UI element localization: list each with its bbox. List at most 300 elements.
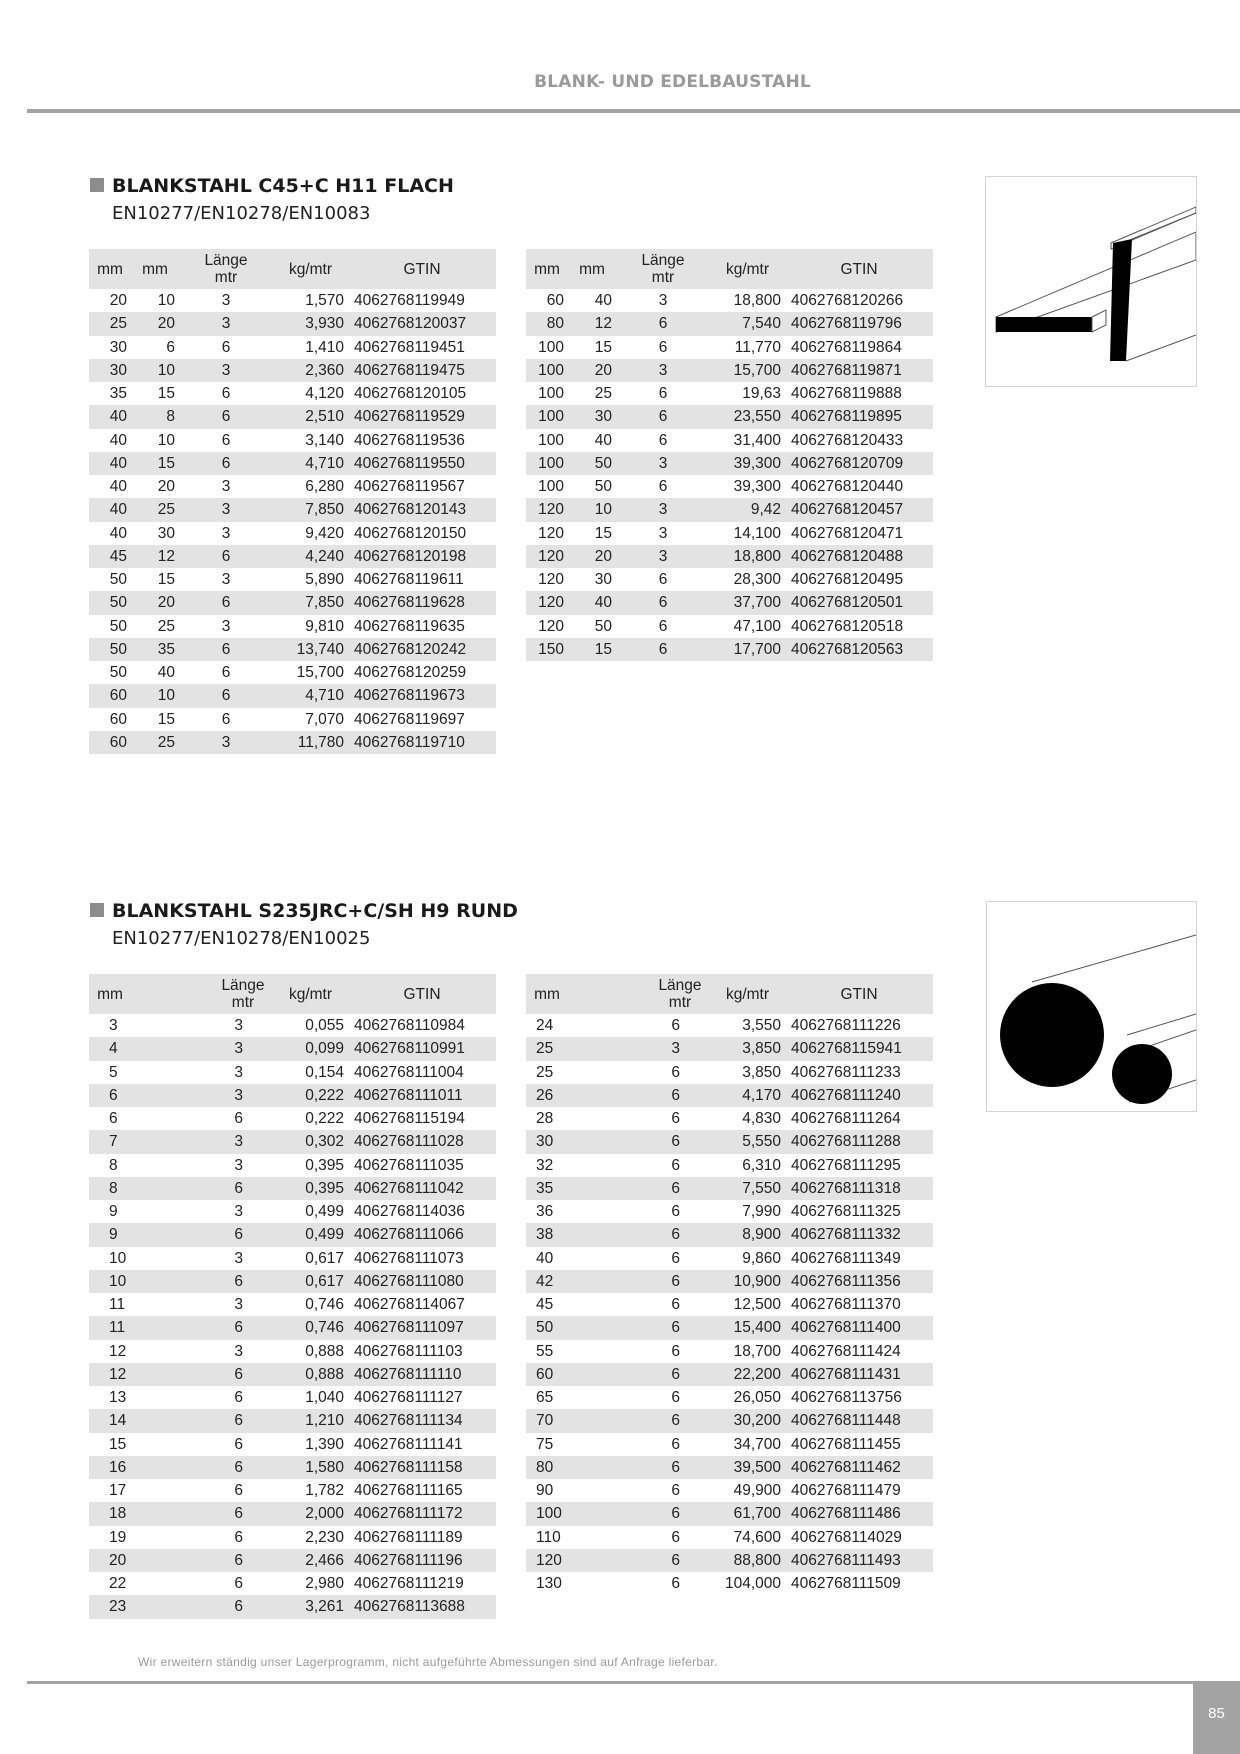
section-title-text: BLANKSTAHL S235JRC+C/SH H9 RUND — [112, 900, 518, 922]
cell-laenge: 6 — [131, 1456, 273, 1479]
cell-laenge: 6 — [221, 664, 231, 682]
cell-laenge: 3 — [616, 545, 710, 568]
cell-gtin: 4062768119864 — [791, 338, 902, 356]
cell-durchmesser: 8 — [109, 1156, 118, 1174]
cell-kg-mtr: 1,040 — [305, 1389, 344, 1407]
cell-durchmesser: 5 — [109, 1063, 118, 1081]
cell-laenge: 6 — [671, 1249, 680, 1267]
cell-durchmesser: 6 — [89, 1084, 131, 1107]
cell-laenge: 6 — [131, 1223, 273, 1246]
cell-breite: 40 — [109, 524, 127, 542]
table-row — [89, 1595, 496, 1618]
cell-breite: 40 — [89, 405, 131, 428]
cell-laenge: 3 — [234, 1063, 243, 1081]
cell-kg-mtr: 0,617 — [305, 1249, 344, 1267]
cell-kg-mtr: 0,746 — [273, 1316, 348, 1339]
cell-durchmesser: 65 — [536, 1389, 554, 1407]
cell-gtin: 4062768111486 — [785, 1502, 933, 1525]
cell-laenge: 3 — [658, 524, 668, 542]
cell-durchmesser: 26 — [526, 1084, 568, 1107]
cell-breite: 100 — [526, 452, 568, 475]
cell-kg-mtr: 34,700 — [733, 1435, 781, 1453]
cell-kg-mtr: 17,700 — [710, 638, 785, 661]
table-rund-left — [89, 974, 496, 1619]
cell-kg-mtr: 4,830 — [742, 1110, 781, 1128]
cell-gtin: 4062768111172 — [348, 1502, 496, 1525]
cell-laenge: 3 — [234, 1156, 243, 1174]
cell-kg-mtr: 1,210 — [273, 1409, 348, 1432]
table-row — [526, 545, 933, 568]
cell-dicke: 15 — [594, 338, 612, 356]
cell-kg-mtr: 0,888 — [305, 1342, 344, 1360]
table-row — [526, 1363, 933, 1386]
cell-kg-mtr: 18,800 — [733, 292, 781, 310]
cell-kg-mtr: 6,280 — [305, 478, 344, 496]
cell-dicke: 50 — [594, 478, 612, 496]
cell-kg-mtr: 0,099 — [273, 1037, 348, 1060]
cell-gtin: 4062768111424 — [791, 1342, 901, 1360]
cell-gtin: 4062768114036 — [354, 1203, 465, 1221]
cell-dicke: 50 — [594, 617, 612, 635]
cell-laenge: 3 — [568, 1037, 710, 1060]
cell-kg-mtr: 15,700 — [296, 664, 344, 682]
cell-durchmesser: 24 — [536, 1017, 554, 1035]
table-row — [89, 1084, 496, 1107]
cell-gtin: 4062768111226 — [791, 1017, 901, 1035]
table-row — [89, 1200, 496, 1223]
cell-gtin: 4062768119871 — [785, 359, 933, 382]
table-row — [89, 615, 496, 638]
cell-laenge: 3 — [221, 571, 231, 589]
cell-dicke: 40 — [157, 664, 175, 682]
table-row — [89, 1130, 496, 1153]
cell-laenge: 6 — [131, 1595, 273, 1618]
cell-kg-mtr: 9,420 — [305, 524, 344, 542]
cell-kg-mtr: 0,154 — [305, 1063, 344, 1081]
cell-laenge: 6 — [671, 1482, 680, 1500]
cell-kg-mtr: 3,261 — [273, 1595, 348, 1618]
cell-durchmesser: 19 — [109, 1528, 127, 1546]
cell-gtin: 4062768111097 — [348, 1316, 496, 1339]
cell-kg-mtr: 6,310 — [742, 1156, 781, 1174]
cell-laenge: 6 — [658, 338, 668, 356]
cell-kg-mtr: 15,400 — [710, 1316, 785, 1339]
cell-dicke: 15 — [594, 524, 612, 542]
cell-laenge: 3 — [221, 524, 231, 542]
cell-dicke: 50 — [568, 452, 616, 475]
cell-gtin: 4062768120471 — [791, 524, 904, 542]
cell-kg-mtr: 5,550 — [710, 1130, 785, 1153]
cell-gtin: 4062768115941 — [785, 1037, 933, 1060]
cell-laenge: 3 — [234, 1249, 243, 1267]
cell-kg-mtr: 11,780 — [273, 731, 348, 754]
cell-kg-mtr: 8,900 — [710, 1223, 785, 1246]
table-row — [89, 1014, 496, 1037]
cell-kg-mtr: 26,050 — [733, 1389, 781, 1407]
table-row — [89, 1061, 496, 1084]
table-row — [89, 429, 496, 452]
cell-gtin: 4062768113688 — [348, 1595, 496, 1618]
col-header-laenge: Länge mtr — [131, 974, 273, 1014]
cell-breite: 30 — [89, 359, 131, 382]
cell-laenge: 3 — [221, 617, 231, 635]
cell-kg-mtr: 0,617 — [273, 1270, 348, 1293]
col-header-kg-mtr: kg/mtr — [273, 249, 348, 289]
cell-laenge: 6 — [234, 1575, 243, 1593]
cell-kg-mtr: 1,390 — [305, 1435, 344, 1453]
cell-breite: 120 — [538, 524, 564, 542]
cell-durchmesser: 4 — [89, 1037, 131, 1060]
cell-laenge: 6 — [221, 338, 231, 356]
table-row — [89, 638, 496, 661]
cell-laenge: 6 — [179, 638, 273, 661]
cell-gtin: 4062768111110 — [348, 1363, 496, 1386]
cell-gtin: 4062768119628 — [348, 591, 496, 614]
table-row — [526, 336, 933, 359]
table-row — [89, 1409, 496, 1432]
table-row — [89, 1177, 496, 1200]
cell-kg-mtr: 11,770 — [734, 338, 781, 356]
cell-gtin: 4062768114067 — [354, 1296, 465, 1314]
cell-dicke: 20 — [131, 591, 179, 614]
table-row — [526, 1107, 933, 1130]
header-rule — [27, 109, 1240, 113]
cell-laenge: 3 — [179, 731, 273, 754]
cell-gtin: 4062768111493 — [785, 1549, 933, 1572]
cell-laenge: 6 — [131, 1363, 273, 1386]
table-row — [526, 1526, 933, 1549]
cell-gtin: 4062768119611 — [354, 571, 464, 589]
cell-kg-mtr: 4,710 — [273, 684, 348, 707]
cell-durchmesser: 15 — [109, 1435, 127, 1453]
table-row — [526, 1409, 933, 1432]
cell-laenge: 3 — [234, 1203, 243, 1221]
table-row — [526, 1316, 933, 1339]
cell-kg-mtr: 7,540 — [710, 312, 785, 335]
table-row — [89, 475, 496, 498]
table-row — [526, 591, 933, 614]
cell-kg-mtr: 22,200 — [710, 1363, 785, 1386]
cell-durchmesser: 9 — [89, 1223, 131, 1246]
cell-gtin: 4062768119949 — [354, 292, 465, 310]
cell-breite: 150 — [526, 638, 568, 661]
table-row — [526, 382, 933, 405]
cell-kg-mtr: 5,890 — [305, 571, 344, 589]
cell-durchmesser: 16 — [89, 1456, 131, 1479]
cell-gtin: 4062768111318 — [785, 1177, 933, 1200]
cell-gtin: 4062768120198 — [348, 545, 496, 568]
cell-dicke: 20 — [157, 478, 175, 496]
cell-breite: 50 — [109, 617, 127, 635]
cell-kg-mtr: 0,499 — [273, 1223, 348, 1246]
table-row — [526, 1270, 933, 1293]
cell-kg-mtr: 61,700 — [710, 1502, 785, 1525]
cell-kg-mtr: 30,200 — [710, 1409, 785, 1432]
cell-gtin: 4062768119888 — [791, 385, 902, 403]
cell-laenge: 3 — [658, 292, 668, 310]
cell-laenge: 6 — [671, 1203, 680, 1221]
cell-gtin: 4062768119451 — [354, 338, 465, 356]
cell-kg-mtr: 37,700 — [710, 591, 785, 614]
cell-laenge: 6 — [131, 1502, 273, 1525]
cell-laenge: 6 — [658, 385, 668, 403]
table-row — [526, 1200, 933, 1223]
cell-gtin: 4062768111240 — [785, 1084, 933, 1107]
table-row — [89, 312, 496, 335]
cell-gtin: 4062768110991 — [348, 1037, 496, 1060]
cell-kg-mtr: 0,499 — [305, 1203, 344, 1221]
cell-gtin: 4062768120563 — [785, 638, 933, 661]
cell-breite: 40 — [89, 498, 131, 521]
flat-bar-illustration — [985, 176, 1197, 387]
cell-gtin: 4062768120266 — [791, 292, 904, 310]
cell-dicke: 25 — [131, 498, 179, 521]
table-row — [89, 1340, 496, 1363]
table-row — [89, 289, 496, 312]
cell-laenge: 3 — [131, 1130, 273, 1153]
cell-durchmesser: 23 — [89, 1595, 131, 1618]
table-row — [526, 1084, 933, 1107]
cell-breite: 100 — [538, 478, 564, 496]
cell-gtin: 4062768120457 — [785, 498, 933, 521]
cell-gtin: 4062768120709 — [785, 452, 933, 475]
cell-laenge: 6 — [671, 1435, 680, 1453]
cell-gtin: 4062768120259 — [354, 664, 467, 682]
cell-gtin: 4062768119796 — [785, 312, 933, 335]
cell-kg-mtr: 18,800 — [710, 545, 785, 568]
table-row — [526, 1247, 933, 1270]
cell-kg-mtr: 0,302 — [273, 1130, 348, 1153]
cell-dicke: 10 — [131, 684, 179, 707]
cell-laenge: 6 — [179, 545, 273, 568]
cell-gtin: 4062768111509 — [791, 1575, 901, 1593]
cell-durchmesser: 32 — [536, 1156, 554, 1174]
cell-breite: 50 — [89, 638, 131, 661]
table-row — [526, 1549, 933, 1572]
flat-bar-icon — [986, 177, 1196, 386]
cell-gtin: 4062768119673 — [348, 684, 496, 707]
cell-laenge: 3 — [221, 292, 231, 310]
cell-laenge: 6 — [568, 1270, 710, 1293]
table-row — [89, 498, 496, 521]
cell-gtin: 4062768111080 — [348, 1270, 496, 1293]
cell-laenge: 6 — [131, 1177, 273, 1200]
cell-durchmesser: 60 — [526, 1363, 568, 1386]
cell-laenge: 6 — [568, 1549, 710, 1572]
cell-kg-mtr: 28,300 — [733, 571, 781, 589]
cell-breite: 80 — [526, 312, 568, 335]
cell-laenge: 3 — [221, 478, 231, 496]
table-row — [89, 382, 496, 405]
col-header-laenge: Länge mtr — [179, 249, 273, 289]
cell-gtin: 4062768120242 — [348, 638, 496, 661]
table-row — [526, 1293, 933, 1316]
table-row — [526, 498, 933, 521]
table-row — [526, 1479, 933, 1502]
cell-gtin: 4062768120518 — [791, 617, 904, 635]
cell-kg-mtr: 1,570 — [305, 292, 344, 310]
table-row — [89, 1270, 496, 1293]
cell-dicke: 12 — [131, 545, 179, 568]
cell-durchmesser: 11 — [109, 1296, 126, 1314]
cell-durchmesser: 45 — [536, 1296, 554, 1314]
section-subtitle-flach: EN10277/EN10278/EN10083 — [112, 203, 371, 224]
cell-gtin: 4062768120150 — [354, 524, 467, 542]
cell-breite: 50 — [109, 571, 127, 589]
cell-kg-mtr: 4,240 — [273, 545, 348, 568]
table-row — [89, 1502, 496, 1525]
table-row — [89, 1456, 496, 1479]
cell-laenge: 6 — [179, 405, 273, 428]
table-row — [526, 1572, 933, 1595]
table-row — [89, 591, 496, 614]
cell-kg-mtr: 4,710 — [273, 452, 348, 475]
cell-durchmesser: 6 — [109, 1110, 118, 1128]
col-header-kg-mtr: kg/mtr — [273, 974, 348, 1014]
cell-gtin: 4062768111004 — [354, 1063, 464, 1081]
cell-laenge: 6 — [616, 638, 710, 661]
cell-breite: 60 — [89, 684, 131, 707]
table-row — [89, 1526, 496, 1549]
cell-gtin: 4062768120495 — [791, 571, 904, 589]
cell-laenge: 6 — [221, 385, 231, 403]
cell-laenge: 6 — [234, 1482, 243, 1500]
cell-dicke: 25 — [157, 617, 175, 635]
cell-kg-mtr: 2,466 — [273, 1549, 348, 1572]
cell-breite: 120 — [526, 591, 568, 614]
cell-kg-mtr: 12,500 — [733, 1296, 781, 1314]
cell-breite: 100 — [526, 405, 568, 428]
cell-laenge: 6 — [671, 1389, 680, 1407]
cell-gtin: 4062768111042 — [348, 1177, 496, 1200]
cell-kg-mtr: 2,000 — [273, 1502, 348, 1525]
cell-gtin: 4062768120440 — [791, 478, 904, 496]
cell-breite: 100 — [538, 385, 564, 403]
cell-durchmesser: 22 — [109, 1575, 127, 1593]
cell-breite: 30 — [109, 338, 127, 356]
cell-dicke: 40 — [594, 431, 612, 449]
cell-kg-mtr: 47,100 — [733, 617, 781, 635]
cell-durchmesser: 100 — [526, 1502, 568, 1525]
cell-durchmesser: 70 — [526, 1409, 568, 1432]
table-row — [526, 452, 933, 475]
cell-durchmesser: 25 — [526, 1037, 568, 1060]
cell-laenge: 6 — [179, 684, 273, 707]
cell-kg-mtr: 0,222 — [273, 1084, 348, 1107]
cell-kg-mtr: 3,850 — [710, 1037, 785, 1060]
cell-gtin: 4062768111141 — [354, 1435, 463, 1453]
cell-dicke: 30 — [157, 524, 175, 542]
cell-kg-mtr: 4,170 — [710, 1084, 785, 1107]
col-header-kg-mtr: kg/mtr — [710, 249, 785, 289]
cell-kg-mtr: 10,900 — [710, 1270, 785, 1293]
cell-laenge: 6 — [671, 1575, 680, 1593]
cell-dicke: 40 — [568, 591, 616, 614]
table-row — [526, 1061, 933, 1084]
table-row — [89, 452, 496, 475]
cell-gtin: 4062768111028 — [348, 1130, 496, 1153]
cell-laenge: 6 — [568, 1223, 710, 1246]
cell-durchmesser: 38 — [526, 1223, 568, 1246]
table-row — [526, 429, 933, 452]
table-rund-right — [526, 974, 933, 1595]
cell-laenge: 6 — [671, 1017, 680, 1035]
cell-kg-mtr: 39,500 — [710, 1456, 785, 1479]
col-header-laenge: Länge mtr — [568, 974, 710, 1014]
table-row — [89, 684, 496, 707]
cell-kg-mtr: 0,055 — [305, 1017, 344, 1035]
cell-laenge: 3 — [234, 1342, 243, 1360]
cell-gtin: 4062768111035 — [354, 1156, 464, 1174]
square-bullet-icon — [90, 903, 104, 917]
cell-kg-mtr: 23,550 — [710, 405, 785, 428]
cell-kg-mtr: 31,400 — [733, 431, 781, 449]
cell-durchmesser: 120 — [526, 1549, 568, 1572]
table-row — [89, 661, 496, 684]
cell-kg-mtr: 0,395 — [305, 1156, 344, 1174]
table-row — [526, 1154, 933, 1177]
cell-gtin: 4062768120143 — [348, 498, 496, 521]
cell-laenge: 6 — [616, 405, 710, 428]
cell-breite: 100 — [526, 359, 568, 382]
cell-durchmesser: 14 — [89, 1409, 131, 1432]
table-row — [89, 1572, 496, 1595]
cell-kg-mtr: 3,140 — [305, 431, 344, 449]
table-row — [526, 475, 933, 498]
cell-laenge: 6 — [671, 1342, 680, 1360]
cell-kg-mtr: 74,600 — [733, 1528, 781, 1546]
cell-dicke: 8 — [131, 405, 179, 428]
cell-gtin: 4062768120501 — [785, 591, 933, 614]
cell-gtin: 4062768111349 — [791, 1249, 901, 1267]
cell-gtin: 4062768120433 — [791, 431, 904, 449]
cell-breite: 100 — [538, 338, 564, 356]
table-row — [526, 615, 933, 638]
cell-kg-mtr: 2,230 — [305, 1528, 344, 1546]
cell-dicke: 10 — [157, 431, 175, 449]
cell-kg-mtr: 7,850 — [273, 591, 348, 614]
cell-dicke: 25 — [594, 385, 612, 403]
table-row — [89, 1479, 496, 1502]
cell-dicke: 6 — [166, 338, 175, 356]
cell-kg-mtr: 3,850 — [742, 1063, 781, 1081]
cell-kg-mtr: 2,510 — [273, 405, 348, 428]
cell-laenge: 6 — [658, 478, 668, 496]
table-flach-left — [89, 249, 496, 754]
col-header-gtin: GTIN — [348, 974, 496, 1014]
cell-gtin: 4062768111264 — [791, 1110, 901, 1128]
cell-gtin: 4062768111165 — [354, 1482, 463, 1500]
col-header-gtin: GTIN — [348, 249, 496, 289]
table-row — [526, 1433, 933, 1456]
cell-dicke: 10 — [568, 498, 616, 521]
cell-gtin: 4062768111073 — [354, 1249, 464, 1267]
cell-durchmesser: 130 — [536, 1575, 562, 1593]
cell-gtin: 4062768111462 — [785, 1456, 933, 1479]
col-header-laenge: Länge mtr — [616, 249, 710, 289]
cell-laenge: 6 — [131, 1316, 273, 1339]
table-row — [89, 1293, 496, 1316]
cell-breite: 120 — [538, 571, 564, 589]
cell-durchmesser: 13 — [109, 1389, 127, 1407]
table-row — [89, 1223, 496, 1246]
table-flach-right — [526, 249, 933, 661]
table-row — [526, 1502, 933, 1525]
cell-gtin: 4062768119697 — [354, 710, 465, 728]
cell-durchmesser: 40 — [536, 1249, 554, 1267]
cell-breite: 45 — [89, 545, 131, 568]
table-row — [89, 405, 496, 428]
